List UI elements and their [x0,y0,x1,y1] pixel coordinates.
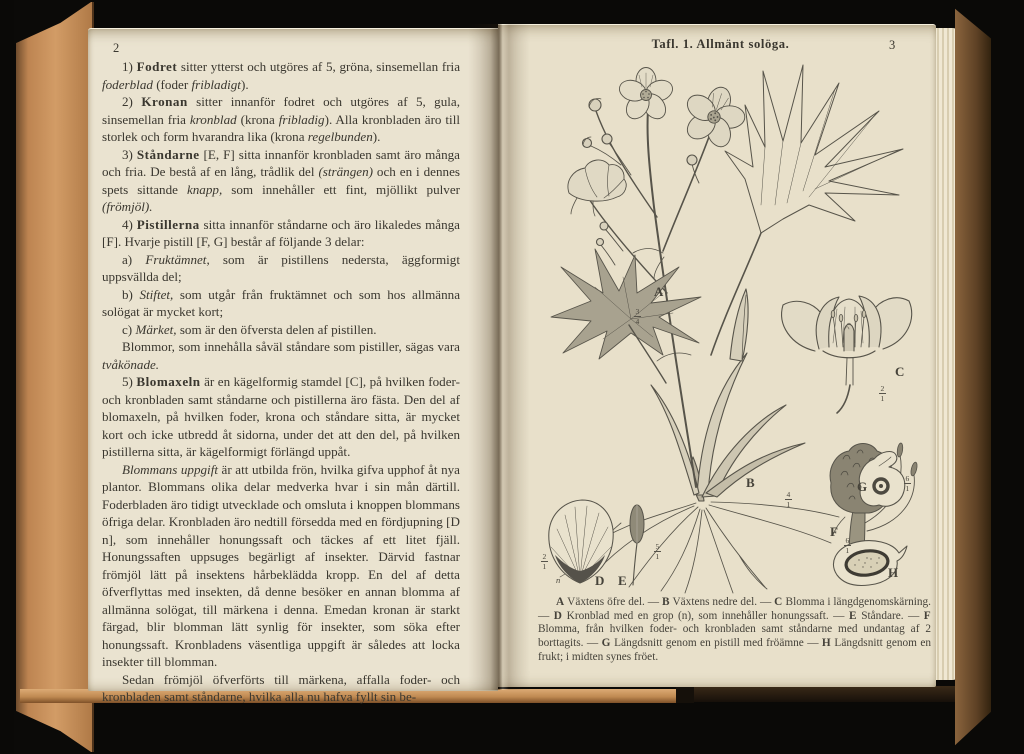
text-segment: (strängen) [318,164,373,179]
text-segment: (krona [236,111,279,127]
paragraph [102,671,460,706]
right-page [498,24,936,687]
text-segment: (foder [152,76,192,92]
paragraph [102,286,460,321]
text-segment: knapp, [186,181,223,197]
text-segment: fribladig [278,111,325,127]
text-segment: 4) [122,216,137,232]
figure-caption-text [538,596,931,665]
text-segment: [E, F] sitta innanför kronbladen samt äro många och fria. De bestå af en lång, trådlik del [102,146,460,179]
text-segment: Ståndarne [136,146,200,162]
text-segment: tvåkönade. [102,356,160,372]
figure-scale-F: $\frac{4}{1}$ [786,490,791,509]
text-segment: D [553,609,563,622]
text-segment: Sedan frömjöl öfverförts till märkena, affalla foder- och kronbladen samt ståndarne, hvilka alla nu hafva fyllt sin be- [102,671,460,704]
paragraph [102,338,460,373]
text-segment: 2) [122,94,142,109]
text-segment: Stiftet, [139,286,174,302]
text-segment: 3) [122,146,137,162]
text-segment: som innehåller ett fint, mjöllikt pulver [222,181,460,197]
text-segment: ). Alla kronbladen äro till storlek och form hvarandra lika (krona [102,111,460,144]
text-segment: Växtens nedre del. — [669,596,775,608]
left-page-body-text [102,58,460,706]
text-segment: 1) [122,59,137,74]
text-segment: fribladigt [191,76,241,92]
text-segment: E [848,609,857,622]
text-segment: som är den öfversta delen af pistillen. [176,321,377,337]
text-segment: Fodret [136,59,178,74]
text-segment: sitter ytterst och utgöres af 5, gröna, sinsemellan fria [177,59,461,74]
text-segment: A [556,596,565,608]
text-segment: a) [122,251,146,267]
gutter-bottom-shadow [676,686,694,703]
figure-scale-A: $\frac{3}{4}$ [635,307,640,326]
figure-scale-C: $\frac{2}{1}$ [880,384,885,403]
paragraph [102,321,460,339]
figure-scale-H: $\frac{6}{1}$ [845,536,850,555]
text-segment: F [923,609,931,622]
figure-label-H: H [888,565,899,580]
text-segment: är en kägelformig stamdel [C], på hvilken foder- och kronbladen samt ståndarne och pistillerna äro fästa. Den del af blomaxeln, på hvilken foder, krona och ståndare sitta, är mycket kort och icke utbredd åt sidorna, under det att den del, på hvilken pistillerna sitta, är kägelformigt förlängd uppåt. [102,374,460,459]
book-cover-right-edge [955,5,991,749]
text-segment: Ståndare. — [856,609,924,622]
text-segment: sitter innanför fodret och utgöres af 5, gula, sinsemellan fria [102,94,460,127]
text-segment: Fruktämnet, [145,251,210,267]
cover-bottom-right-edge [680,686,990,702]
figure-scale-D: $\frac{2}{1}$ [542,552,547,571]
figure-label-B: B [746,475,755,490]
figure-caption [538,596,931,665]
text-segment: b) [122,286,140,302]
figure-label-C: C [895,364,905,379]
text-segment: Blomma, från hvilken foder- och kronbladen samt ståndarne med undantag af 2 borttagits. — [538,623,931,650]
text-segment: Märket, [135,321,177,337]
text-segment: Blommor, som innehålla såväl ståndare som pistiller, sägas vara [122,339,460,354]
text-segment: ). [240,76,249,92]
text-segment: kronblad [189,111,237,127]
text-segment: Längdsnitt genom en pistill med fröämne — [610,637,822,650]
text-segment: B [661,596,670,608]
paragraph [102,251,460,286]
figure-label-A: A [654,284,664,299]
text-segment: Blomma i längdgenomskärning. — [538,596,931,622]
paragraph [102,461,460,671]
text-segment: som är pistillens nedersta, äggformigt uppsvällda del; [102,251,460,284]
text-segment: Längdsnitt genom en frukt; i midten synes fröet. [538,637,931,663]
text-segment: Kronblad med en grop (n), som innehåller honungssaft. — [562,609,849,622]
figure-label-G: G [857,479,868,494]
page-number-left: 2 [113,41,120,55]
page-number-right: 3 [889,38,896,52]
text-segment: C [774,596,783,608]
text-segment: Pistillerna [136,216,200,232]
paragraph [102,93,460,146]
left-page [88,28,498,704]
text-segment: G [601,637,611,650]
text-segment: är att utbilda frön, hvilka gifva upphof åt nya plantor. Blommans olika delar medverka hvar i sin mån därtill. Foderbladen äro tidigt utvecklade och omsluta i knoppen blommans öfriga delar. Kronbladen äro nedtill försedda med en fördjupning [D n], som innehåller honungssaft och täckes af ett litet fjäll. Honungssaften uppsuges begärligt af insekter. Därvid fastnar frömjöl lätt på insektens hårbeklädda kropp. En del af detta öfverflyttas med insekten, då denne besöker en annan blomma af allmänna solögat, till märkena i denna. Emedan kronan är starkt färgad, blir blomman lätt synlig för insekter, som söka efter honungssaft. Kronbladens väsentliga uppgift är således att locka insekter till blomman. [102,461,460,669]
text-segment: H [821,637,832,650]
text-segment: ). [372,129,381,144]
paragraph [102,373,460,461]
text-segment: c) [122,321,136,337]
paragraph [102,58,460,93]
figure-label-F: F [830,524,838,539]
text-segment: sitta innanför ståndarne och äro likaledes många [F]. Hvarje pistill [F, G] består af följande 3 delar: [102,216,460,249]
text-segment: (frömjöl). [102,199,153,214]
figure-label-D: D [595,573,605,588]
figure-scale-G: $\frac{6}{1}$ [905,474,910,493]
text-segment: som utgår från fruktämnet och som hos allmänna solögat är mycket kort; [102,286,460,319]
text-segment: Blomaxeln [136,374,201,389]
page-edges-right [934,28,957,680]
text-segment: Växtens öfre del. — [564,596,662,608]
paragraph [102,216,460,251]
text-segment: Kronan [141,94,188,109]
text-segment: 5) [122,374,137,389]
paragraph [102,146,460,216]
text-segment: och en i dennes spets sittande [102,164,460,197]
text-segment: foderblad [102,76,153,92]
text-segment: Blommans uppgift [122,461,218,477]
figure-label-E: E [618,573,627,588]
book-cover-left-edge [16,2,94,752]
figure-label-n: n [556,575,561,585]
text-segment: regelbunden [307,129,373,144]
botanical-illustration [503,55,933,600]
figure-scale-E: $\frac{5}{1}$ [655,542,660,561]
plate-header: Tafl. 1. Allmänt solöga. [651,37,790,51]
